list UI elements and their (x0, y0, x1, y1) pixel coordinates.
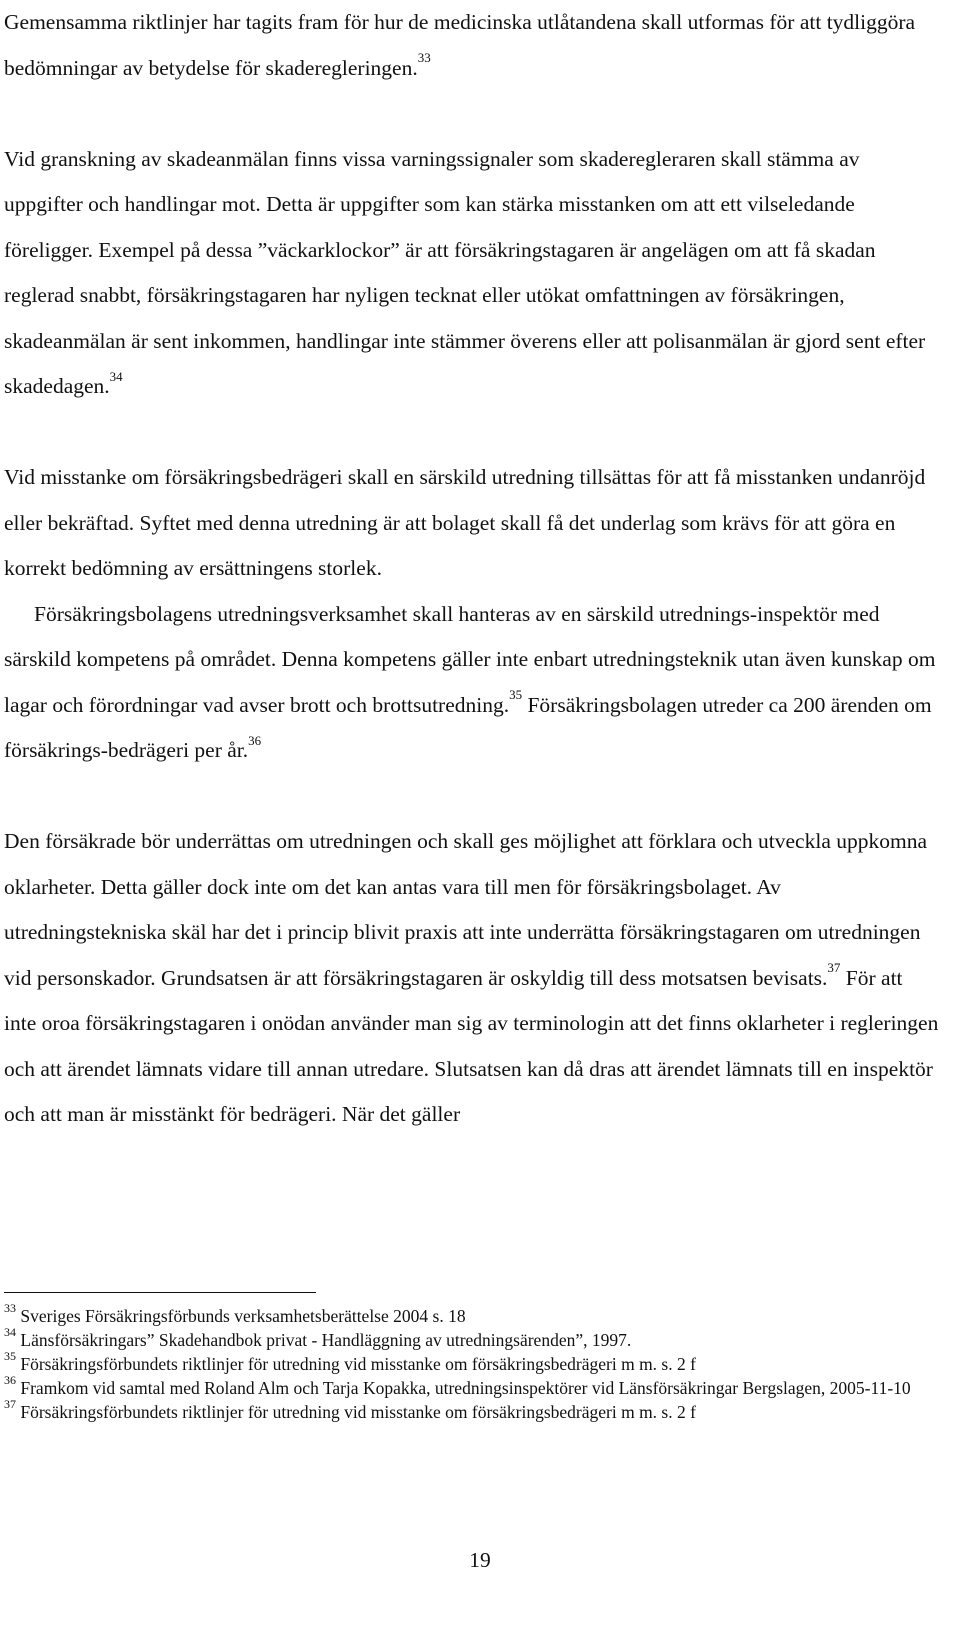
footnote-35 (4, 1349, 940, 1376)
footnote-number: 37 (4, 1397, 16, 1412)
footnote-ref: 33 (417, 50, 431, 66)
footnote-number: 35 (4, 1349, 16, 1364)
page-number: 19 (469, 1548, 491, 1572)
footnote-text: Sveriges Försäkringsförbunds verksamhetsberättelse 2004 s. 18 (20, 1306, 466, 1326)
paragraph-notification (4, 819, 940, 1138)
footnote-number: 34 (4, 1325, 16, 1340)
paragraph-text: För att inte oroa försäkringstagaren i onödan använder man sig av terminologin att det finns oklarheter i regleringen och att ärendet lämnats vidare till annan utredare. Slutsatsen kan då dras att ärendet lämnats till en inspektör och att man är misstänkt för bedrägeri. När det gäller (4, 965, 939, 1126)
paragraph-text: Gemensamma riktlinjer har tagits fram för hur de medicinska utlåtandena skall utformas för att tydliggöra bedömningar av betydelse för skaderegleringen. (4, 10, 916, 80)
paragraph-text: Den försäkrade bör underrättas om utredningen och skall ges möjlighet att förklara och utveckla uppkomna oklarheter. Detta gäller dock inte om det kan antas vara till men för försäkringsbolaget. Av utredningstekniska skäl har det i princip blivit praxis att inte underrätta försäkringstagaren om utredningen vid personskador. Grundsatsen är att försäkringstagaren är oskyldig till dess motsatsen bevisats. (4, 829, 928, 990)
paragraph-text: Vid granskning av skadeanmälan finns vissa varningssignaler som skaderegleraren skall stämma av uppgifter och handlingar mot. Detta är uppgifter som kan stärka misstanken om att ett vilseledande föreligger. Exempel på dessa ”väckarklockor” är att försäkringstagaren är angelägen om att få skadan reglerad snabbt, försäkringstagaren har nyligen tecknat eller utökat omfattningen av försäkringen, skadeanmälan är sent inkommen, handlingar inte stämmer överens eller att polisanmälan är gjord sent efter skadedagen. (4, 146, 926, 398)
paragraph-medical-statements (4, 0, 940, 91)
footnote-37 (4, 1397, 940, 1424)
paragraph-text: Försäkringsbolagens utredningsverksamhet skall hanteras av en särskild utrednings-inspektör med särskild kompetens på området. Denna kompetens gäller inte enbart utredningsteknik utan även kunskap om lagar och förordningar vad avser brott och brottsutredning. (4, 601, 936, 717)
footnote-34 (4, 1325, 940, 1352)
body-text (4, 0, 940, 1138)
footnote-number: 33 (4, 1301, 16, 1316)
footnote-separator (4, 1292, 316, 1293)
paragraph-warning-signals (4, 137, 940, 410)
footnote-ref: 36 (248, 732, 262, 748)
footnote-ref: 37 (827, 960, 841, 976)
footnotes (4, 1301, 940, 1424)
paragraph-investigation-unit (4, 592, 940, 774)
footnote-ref: 35 (509, 687, 523, 703)
paragraph-text: Vid misstanke om försäkringsbedrägeri skall en särskild utredning tillsättas för att få misstanken undanröjd eller bekräftad. Syftet med denna utredning är att bolaget skall få det underlag som krävs för att göra en korrekt bedömning av ersättningens storlek. (4, 465, 926, 580)
footnote-text: Framkom vid samtal med Roland Alm och Tarja Kopakka, utredningsinspektörer vid Länsförsäkringar Bergslagen, 2005-11-10 (20, 1378, 911, 1398)
footnote-text: Försäkringsförbundets riktlinjer för utredning vid misstanke om försäkringsbedrägeri m m. s. 2 f (20, 1354, 696, 1374)
footnote-text: Försäkringsförbundets riktlinjer för utredning vid misstanke om försäkringsbedrägeri m m. s. 2 f (20, 1402, 696, 1422)
footnote-number: 36 (4, 1373, 16, 1388)
footnote-text: Länsförsäkringars” Skadehandbok privat - Handläggning av utredningsärenden”, 1997. (20, 1330, 632, 1350)
footnote-33 (4, 1301, 940, 1328)
footnote-ref: 34 (109, 368, 123, 384)
paragraph-investigation (4, 455, 940, 592)
paragraph-text: Försäkringsbolagen utreder ca 200 ärenden om försäkrings-bedrägeri per år. (4, 692, 932, 762)
footnote-36 (4, 1373, 940, 1400)
